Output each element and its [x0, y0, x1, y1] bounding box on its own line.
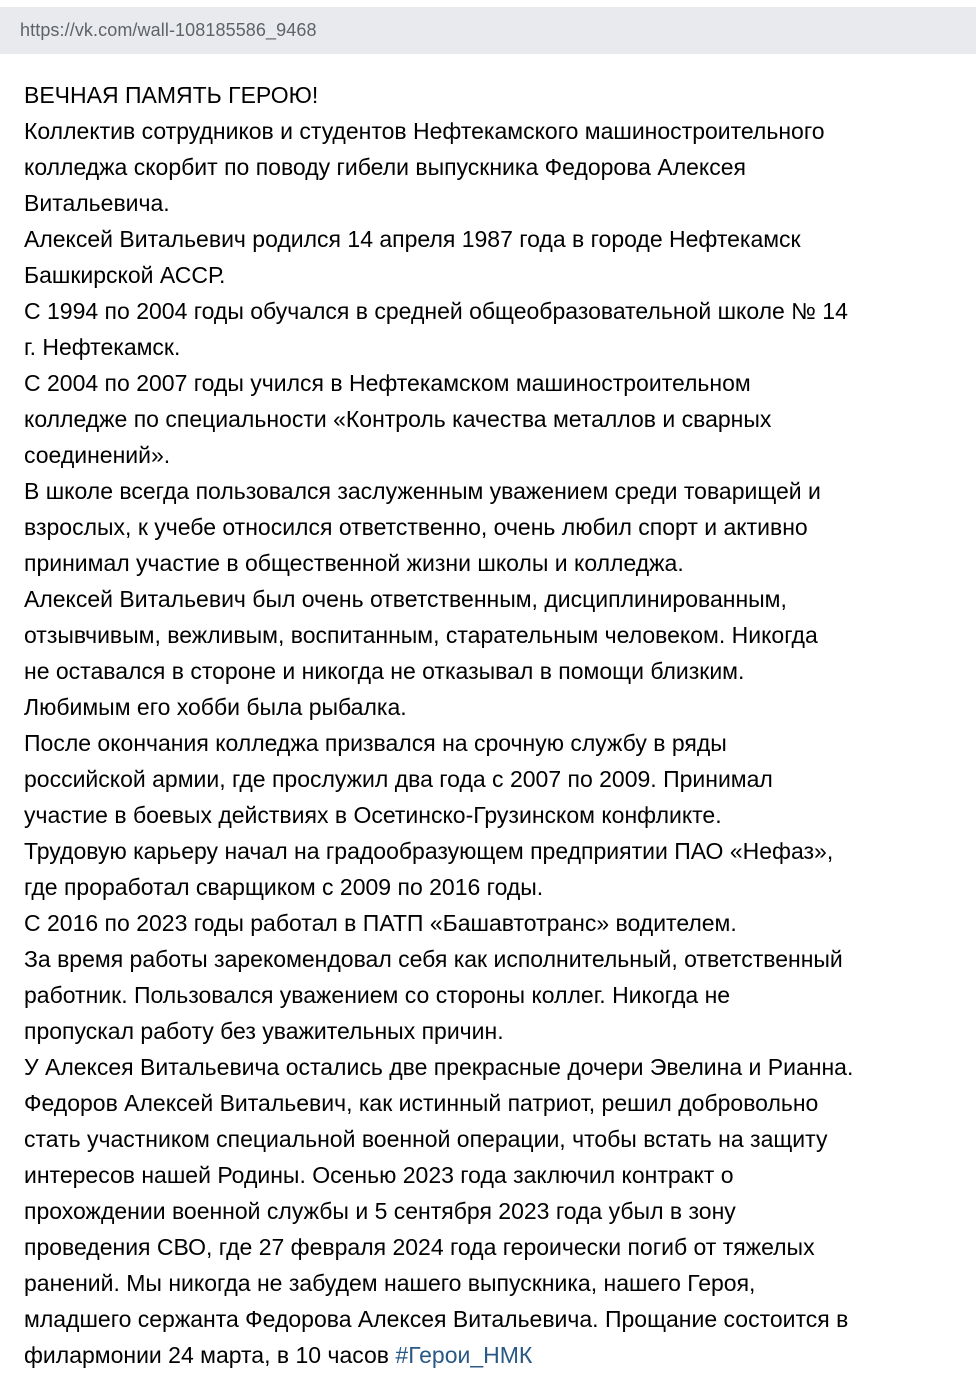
post-text — [24, 77, 954, 1373]
post-line: отзывчивым, вежливым, воспитанным, старательным человеком. Никогда — [24, 622, 818, 648]
post-line: Трудовую карьеру начал на градообразующем предприятии ПАО «Нефаз», — [24, 838, 834, 864]
post-line: С 2004 по 2007 годы учился в Нефтекамском машиностроительном — [24, 370, 751, 396]
post-line: принимал участие в общественной жизни школы и колледжа. — [24, 550, 684, 576]
url-text[interactable]: https://vk.com/wall-108185586_9468 — [20, 20, 317, 40]
post-last-line — [24, 1337, 954, 1373]
post-line: соединений». — [24, 442, 171, 468]
post-line: ранений. Мы никогда не забудем нашего выпускника, нашего Героя, — [24, 1270, 756, 1296]
post-line: Любимым его хобби была рыбалка. — [24, 694, 407, 720]
post-line: работник. Пользовался уважением со стороны коллег. Никогда не — [24, 982, 731, 1008]
post-line: проведения СВО, где 27 февраля 2024 года героически погиб от тяжелых — [24, 1234, 815, 1260]
post-line: С 1994 по 2004 годы обучался в средней общеобразовательной школе № 14 — [24, 298, 848, 324]
post-line: Федоров Алексей Витальевич, как истинный патриот, решил добровольно — [24, 1090, 819, 1116]
post-line: Башкирской АССР. — [24, 262, 226, 288]
post-line: В школе всегда пользовался заслуженным уважением среди товарищей и — [24, 478, 821, 504]
post-line: У Алексея Витальевича остались две прекрасные дочери Эвелина и Рианна. — [24, 1054, 854, 1080]
post-line: пропускал работу без уважительных причин. — [24, 1018, 504, 1044]
post-line: Витальевича. — [24, 190, 170, 216]
post-line: не оставался в стороне и никогда не отказывал в помощи близким. — [24, 658, 745, 684]
post-line: За время работы зарекомендовал себя как исполнительный, ответственный — [24, 946, 843, 972]
post-line: участие в боевых действиях в Осетинско-Грузинском конфликте. — [24, 802, 722, 828]
post-line: Алексей Витальевич родился 14 апреля 1987 года в городе Нефтекамск — [24, 226, 801, 252]
post-line: колледже по специальности «Контроль качества металлов и сварных — [24, 406, 772, 432]
post-line: колледжа скорбит по поводу гибели выпускника Федорова Алексея — [24, 154, 746, 180]
address-bar[interactable] — [0, 7, 976, 54]
post-line: г. Нефтекамск. — [24, 334, 181, 360]
post-line: взрослых, к учебе относился ответственно, очень любил спорт и активно — [24, 514, 808, 540]
post-line: младшего сержанта Федорова Алексея Витальевича. Прощание состоится в — [24, 1306, 849, 1332]
post-line: С 2016 по 2023 годы работал в ПАТП «Башавтотранс» водителем. — [24, 910, 737, 936]
post-last-line-text: филармонии 24 марта, в 10 часов — [24, 1342, 390, 1368]
hashtag-link[interactable]: #Герои_НМК — [395, 1342, 533, 1368]
post-line: ВЕЧНАЯ ПАМЯТЬ ГЕРОЮ! — [24, 82, 319, 108]
post-line: Алексей Витальевич был очень ответственным, дисциплинированным, — [24, 586, 787, 612]
post-line: где проработал сварщиком с 2009 по 2016 годы. — [24, 874, 544, 900]
post-line: После окончания колледжа призвался на срочную службу в ряды — [24, 730, 727, 756]
post-line: стать участником специальной военной операции, чтобы встать на защиту — [24, 1126, 828, 1152]
post-line: Коллектив сотрудников и студентов Нефтекамского машиностроительного — [24, 118, 825, 144]
post-line: интересов нашей Родины. Осенью 2023 года заключил контракт о — [24, 1162, 734, 1188]
post-line: прохождении военной службы и 5 сентября 2023 года убыл в зону — [24, 1198, 736, 1224]
post-line: российской армии, где прослужил два года с 2007 по 2009. Принимал — [24, 766, 773, 792]
